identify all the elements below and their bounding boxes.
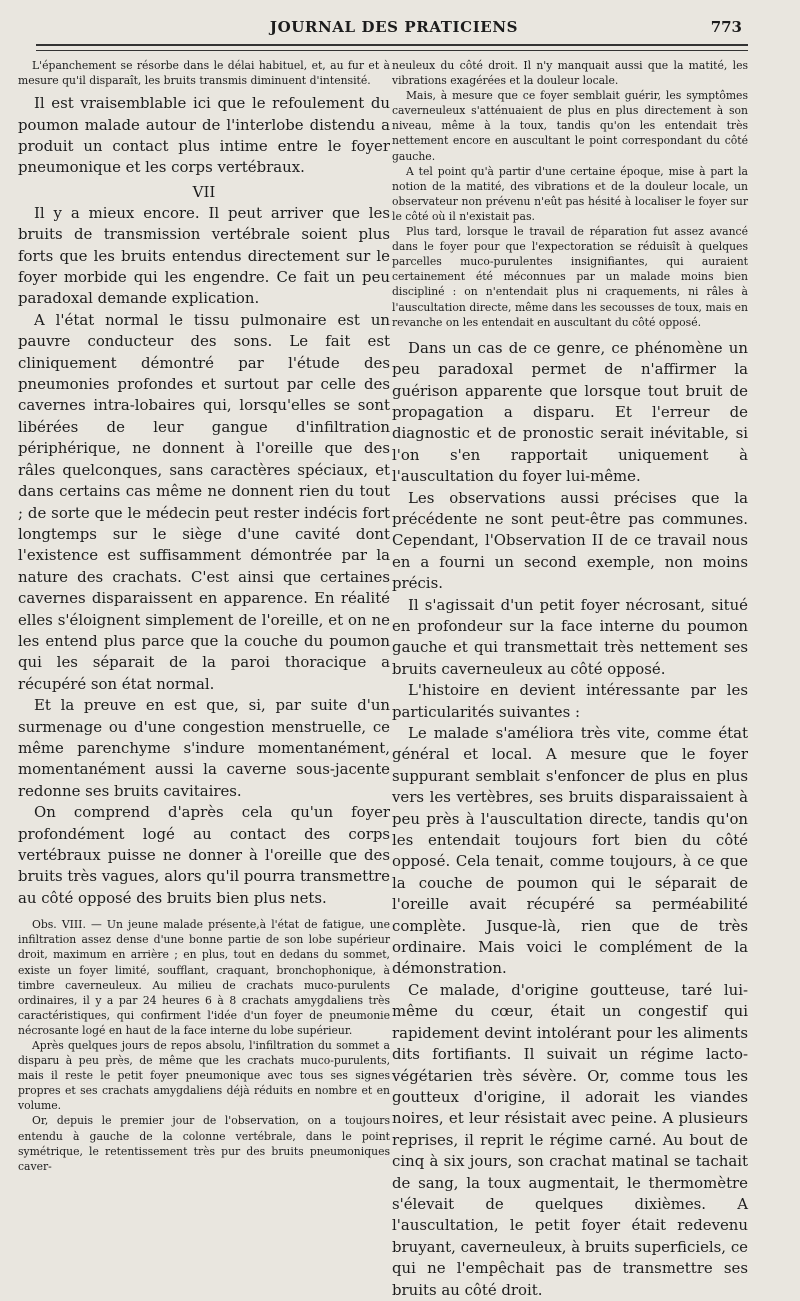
header-rule-thin	[36, 50, 748, 51]
journal-title: JOURNAL DES PRATICIENS	[269, 18, 519, 36]
paragraph: Le malade s'améliora très vite, comme état général et local. A mesure que le foyer suppurant semblait s'enfoncer de plus en plus vers les vertèbres, ses bruits disparaissaient à peu près à l'auscultation directe, tandis qu'on les entendait toujours fort bien du côté opposé. Cela tenait, comme toujours, à ce que la couche de poumon qui le séparait de l'oreille avait récupéré sa perméabilité complète. Jusque-là, rien que de très ordinaire. Mais voici le complément de la démonstration.	[392, 724, 748, 978]
paragraph: Les observations aussi précises que la précédente ne sont peut-être pas communes. Cependant, l'Observation II de ce travail nous en a fourni un second exemple, non moins précis.	[392, 488, 748, 593]
paragraph: L'histoire en devient intéressante par les particularités suivantes :	[392, 681, 748, 721]
observation-paragraph: Or, depuis le premier jour de l'observation, on a toujours entendu à gauche de la colonne vertébrale, dans le point symétrique, le retentissement très pur des bruits pneumoniques caver-	[18, 1114, 390, 1173]
observation-paragraph: Obs. VIII. — Un jeune malade présente,à l'état de fatigue, une infiltration assez dense d'une bonne partie de son lobe supérieur droit, maximum en arrière ; en plus, tout en dedans du sommet, existe un foyer limité, soufflant, craquant, bronchophonique, à timbre caverneuleux. Au milieu de crachats muco-purulents ordinaires, il y a par 24 heures 6 à 8 crachats amygdaliens très caractéristiques, qui confirment l'idée d'un foyer de pneumonie nécrosante logé en haut de la face interne du lobe supérieur.	[18, 918, 390, 1037]
paragraph: Dans un cas de ce genre, ce phénomène un peu paradoxal permet de n'affirmer la guérison apparente que lorsque tout bruit de propagation a disparu. Et l'erreur de diagnostic et de pronostic serait inévitable, si l'on s'en rapportait uniquement à l'auscultation du foyer lui-même.	[392, 338, 748, 486]
paragraph: Il y a mieux encore. Il peut arriver que les bruits de transmission vertébrale soient plus forts que les bruits entendus directement sur le foyer morbide qui les engendre. Ce fait un peu paradoxal demande explication.	[18, 203, 390, 308]
observation-paragraph: A tel point qu'à partir d'une certaine époque, mise à part la notion de la matité, des vibrations et de la douleur locale, un observateur non prévenu n'eût pas hésité à localiser le foyer sur le côté où il n'existait pas.	[392, 164, 748, 223]
paragraph: Il est vraisemblable ici que le refoulement du poumon malade autour de l'interlobe distendu a produit un contact plus intime entre le foyer pneumonique et les corps vertébraux.	[18, 94, 390, 177]
page-header	[36, 14, 752, 40]
paragraph: L'épanchement se résorbe dans le délai habituel, et, au fur et à mesure qu'il disparaît, les bruits transmis diminuent d'intensité.	[18, 59, 390, 88]
paragraph: On comprend d'après cela qu'un foyer profondément logé au contact des corps vertébraux puisse ne donner à l'oreille que des bruits très vagues, alors qu'il pourra transmettre au côté opposé des bruits bien plus nets.	[18, 803, 390, 907]
paragraph: Ce malade, d'origine goutteuse, taré lui-même du cœur, était un congestif qui rapidement devint intolérant pour les aliments dits fortifiants. Il suivait un régime lacto-végétarien très sévère. Or, comme tous les goutteux d'origine, il adorait les viandes noires, et leur résistait avec peine. A plusieurs reprises, il reprit le régime carné. Au bout de cinq à six jours, son crachat matinal se tachait de sang, la toux augmentait, le thermomètre s'élevait de quelques dixièmes. A l'auscultation, le petit foyer était redevenu bruyant, caverneuleux, à bruits superficiels, ce qui ne l'empêchait pas de transmettre ses bruits au côté droit.	[392, 980, 748, 1299]
header-rule	[36, 44, 748, 46]
left-column	[18, 58, 390, 1173]
observation-paragraph: Plus tard, lorsque le travail de réparation fut assez avancé dans le foyer pour que l'expectoration se réduisît à quelques parcelles muco-purulentes insignifiantes, qui auraient certainement été méconnues par un malade moins bien discipliné : on n'entendait plus ni craquements, ni râles à l'auscultation directe, même dans les secousses de toux, mais en revanche on les entendait en auscultant du côté opposé.	[392, 225, 748, 329]
right-column	[392, 58, 748, 1299]
paragraph: Et la preuve en est que, si, par suite d'un surmenage ou d'une congestion menstruelle, ce même parenchyme s'indure momentanément, momentanément aussi la caverne sous-jacente redonne ses bruits cavitaires.	[18, 696, 390, 800]
page-number: 773	[710, 18, 742, 36]
section-number: VII	[192, 182, 216, 201]
observation-paragraph: neuleux du côté droit. Il n'y manquait aussi que la matité, les vibrations exagérées et la douleur locale.	[392, 59, 748, 88]
observation-paragraph: Après quelques jours de repos absolu, l'infiltration du sommet a disparu à peu près, de même que les crachats muco-purulents, mais il reste le petit foyer pneumonique avec tous ses signes propres et ses crachats amygdaliens déjà réduits en nombre et en volume.	[18, 1038, 390, 1113]
paragraph: A l'état normal le tissu pulmonaire est un pauvre conducteur des sons. Le fait est cliniquement démontré par l'étude des pneumonies profondes et surtout par celle des cavernes intra-lobaires qui, lorsqu'elles se sont libérées de leur gangue d'infiltration périphérique, ne donnent à l'oreille que des râles quelconques, sans caractères spéciaux, et dans certains cas même ne donnent rien du tout ; de sorte que le médecin peut rester indécis fort longtemps sur le siège d'une cavité dont l'existence est suffisamment démontrée par la nature des crachats. C'est ainsi que certaines cavernes disparaissent en apparence. En réalité elles s'éloignent simplement de l'oreille, et on ne les entend plus parce que la couche du poumon qui les séparait de la paroi thoracique a récupéré son état normal.	[18, 310, 390, 693]
paragraph: Il s'agissait d'un petit foyer nécrosant, situé en profondeur sur la face interne du poumon gauche et qui transmettait très nettement ses bruits caverneuleux au côté opposé.	[392, 595, 748, 678]
observation-paragraph: Mais, à mesure que ce foyer semblait guérir, les symptômes caverneuleux s'atténuaient de plus en plus directement à son niveau, même à la toux, tandis qu'on les entendait très nettement encore en auscultant le point correspondant du côté gauche.	[392, 89, 748, 163]
